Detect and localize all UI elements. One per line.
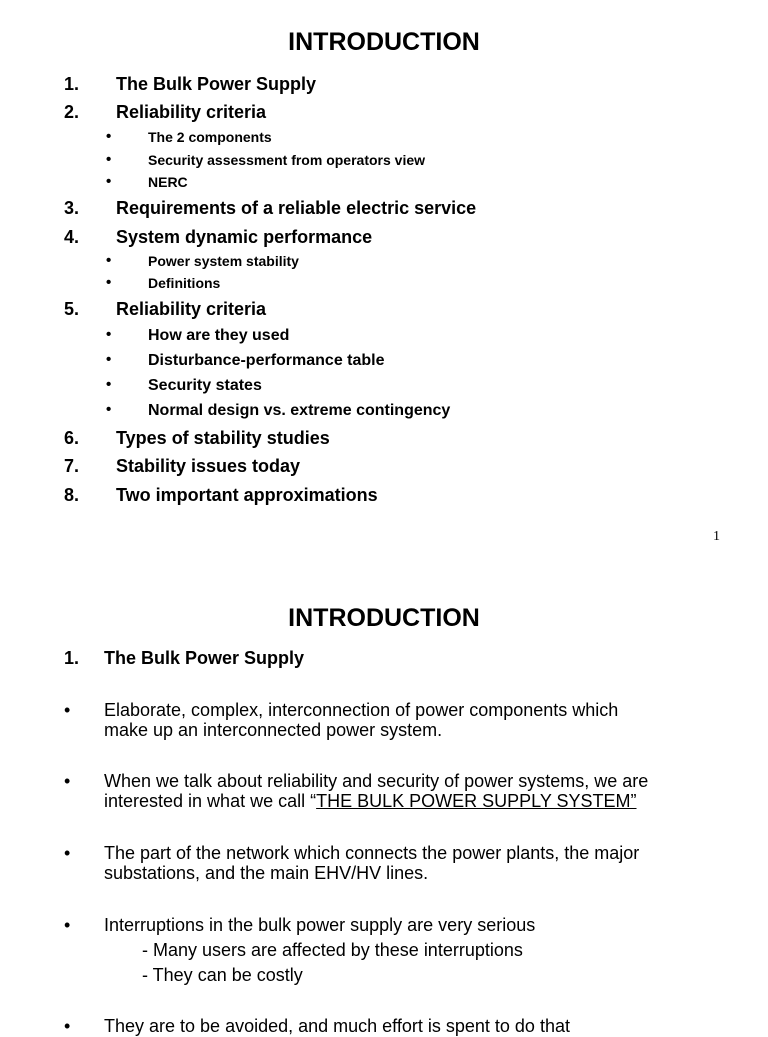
paragraph-subline: - They can be costly <box>142 965 303 985</box>
bullet-icon: • <box>106 151 112 168</box>
bullet-icon: • <box>106 326 112 343</box>
toc-number: 8. <box>64 485 80 505</box>
page-1-title: INTRODUCTION <box>288 28 480 56</box>
bullet-icon: • <box>106 252 112 269</box>
toc-item: System dynamic performance <box>116 227 373 247</box>
page-2-title: INTRODUCTION <box>288 604 480 632</box>
paragraph-line: substations, and the main EHV/HV lines. <box>104 863 429 883</box>
paragraph-text: interested in what we call “ <box>104 791 317 811</box>
toc-item: Types of stability studies <box>116 428 330 448</box>
paragraph-line <box>104 791 637 811</box>
bullet-icon: • <box>106 351 112 368</box>
section-number: 1. <box>64 648 80 668</box>
toc-item: Two important approximations <box>116 485 378 505</box>
bullet-icon: • <box>64 915 71 935</box>
toc-subitem: Definitions <box>148 275 221 291</box>
toc-number: 6. <box>64 428 80 448</box>
bullet-icon: • <box>64 771 71 791</box>
bullet-icon: • <box>106 173 112 190</box>
bullet-icon: • <box>106 128 112 145</box>
bullet-icon: • <box>64 700 71 720</box>
toc-item: Reliability criteria <box>116 102 267 122</box>
toc-item: Stability issues today <box>116 456 301 476</box>
bullet-icon: • <box>106 401 112 418</box>
toc-subitem: Normal design vs. extreme contingency <box>148 402 451 419</box>
paragraph-line: They are to be avoided, and much effort is spent to do that <box>104 1016 570 1036</box>
toc-subitem: Security states <box>148 377 262 394</box>
underlined-term: THE BULK POWER SUPPLY SYSTEM” <box>316 791 637 811</box>
bullet-icon: • <box>64 843 71 863</box>
toc-subitem: The 2 components <box>148 129 272 145</box>
bullet-icon: • <box>64 1016 71 1036</box>
toc-item: Requirements of a reliable electric service <box>116 198 477 218</box>
page-number: 1 <box>713 529 720 544</box>
toc-number: 1. <box>64 74 80 94</box>
toc-number: 2. <box>64 102 80 122</box>
toc-subitem: Disturbance-performance table <box>148 352 385 369</box>
bullet-icon: • <box>106 376 112 393</box>
toc-subitem: NERC <box>148 174 188 190</box>
paragraph-line: When we talk about reliability and security of power systems, we are <box>104 771 649 791</box>
toc-number: 3. <box>64 198 80 218</box>
toc-subitem: Power system stability <box>148 253 299 269</box>
paragraph-line: make up an interconnected power system. <box>104 720 443 740</box>
paragraph-line: The part of the network which connects the power plants, the major <box>104 843 640 863</box>
section-heading: The Bulk Power Supply <box>104 648 305 668</box>
toc-subitem: Security assessment from operators view <box>148 152 426 168</box>
toc-number: 5. <box>64 299 80 319</box>
paragraph-line: Elaborate, complex, interconnection of power components which <box>104 700 619 720</box>
toc-item: The Bulk Power Supply <box>116 74 317 94</box>
bullet-icon: • <box>106 274 112 291</box>
toc-subitem: How are they used <box>148 327 290 344</box>
toc-number: 4. <box>64 227 80 247</box>
paragraph-subline: - Many users are affected by these interruptions <box>142 940 523 960</box>
toc-item: Reliability criteria <box>116 299 267 319</box>
toc-number: 7. <box>64 456 80 476</box>
paragraph-line: Interruptions in the bulk power supply are very serious <box>104 915 536 935</box>
